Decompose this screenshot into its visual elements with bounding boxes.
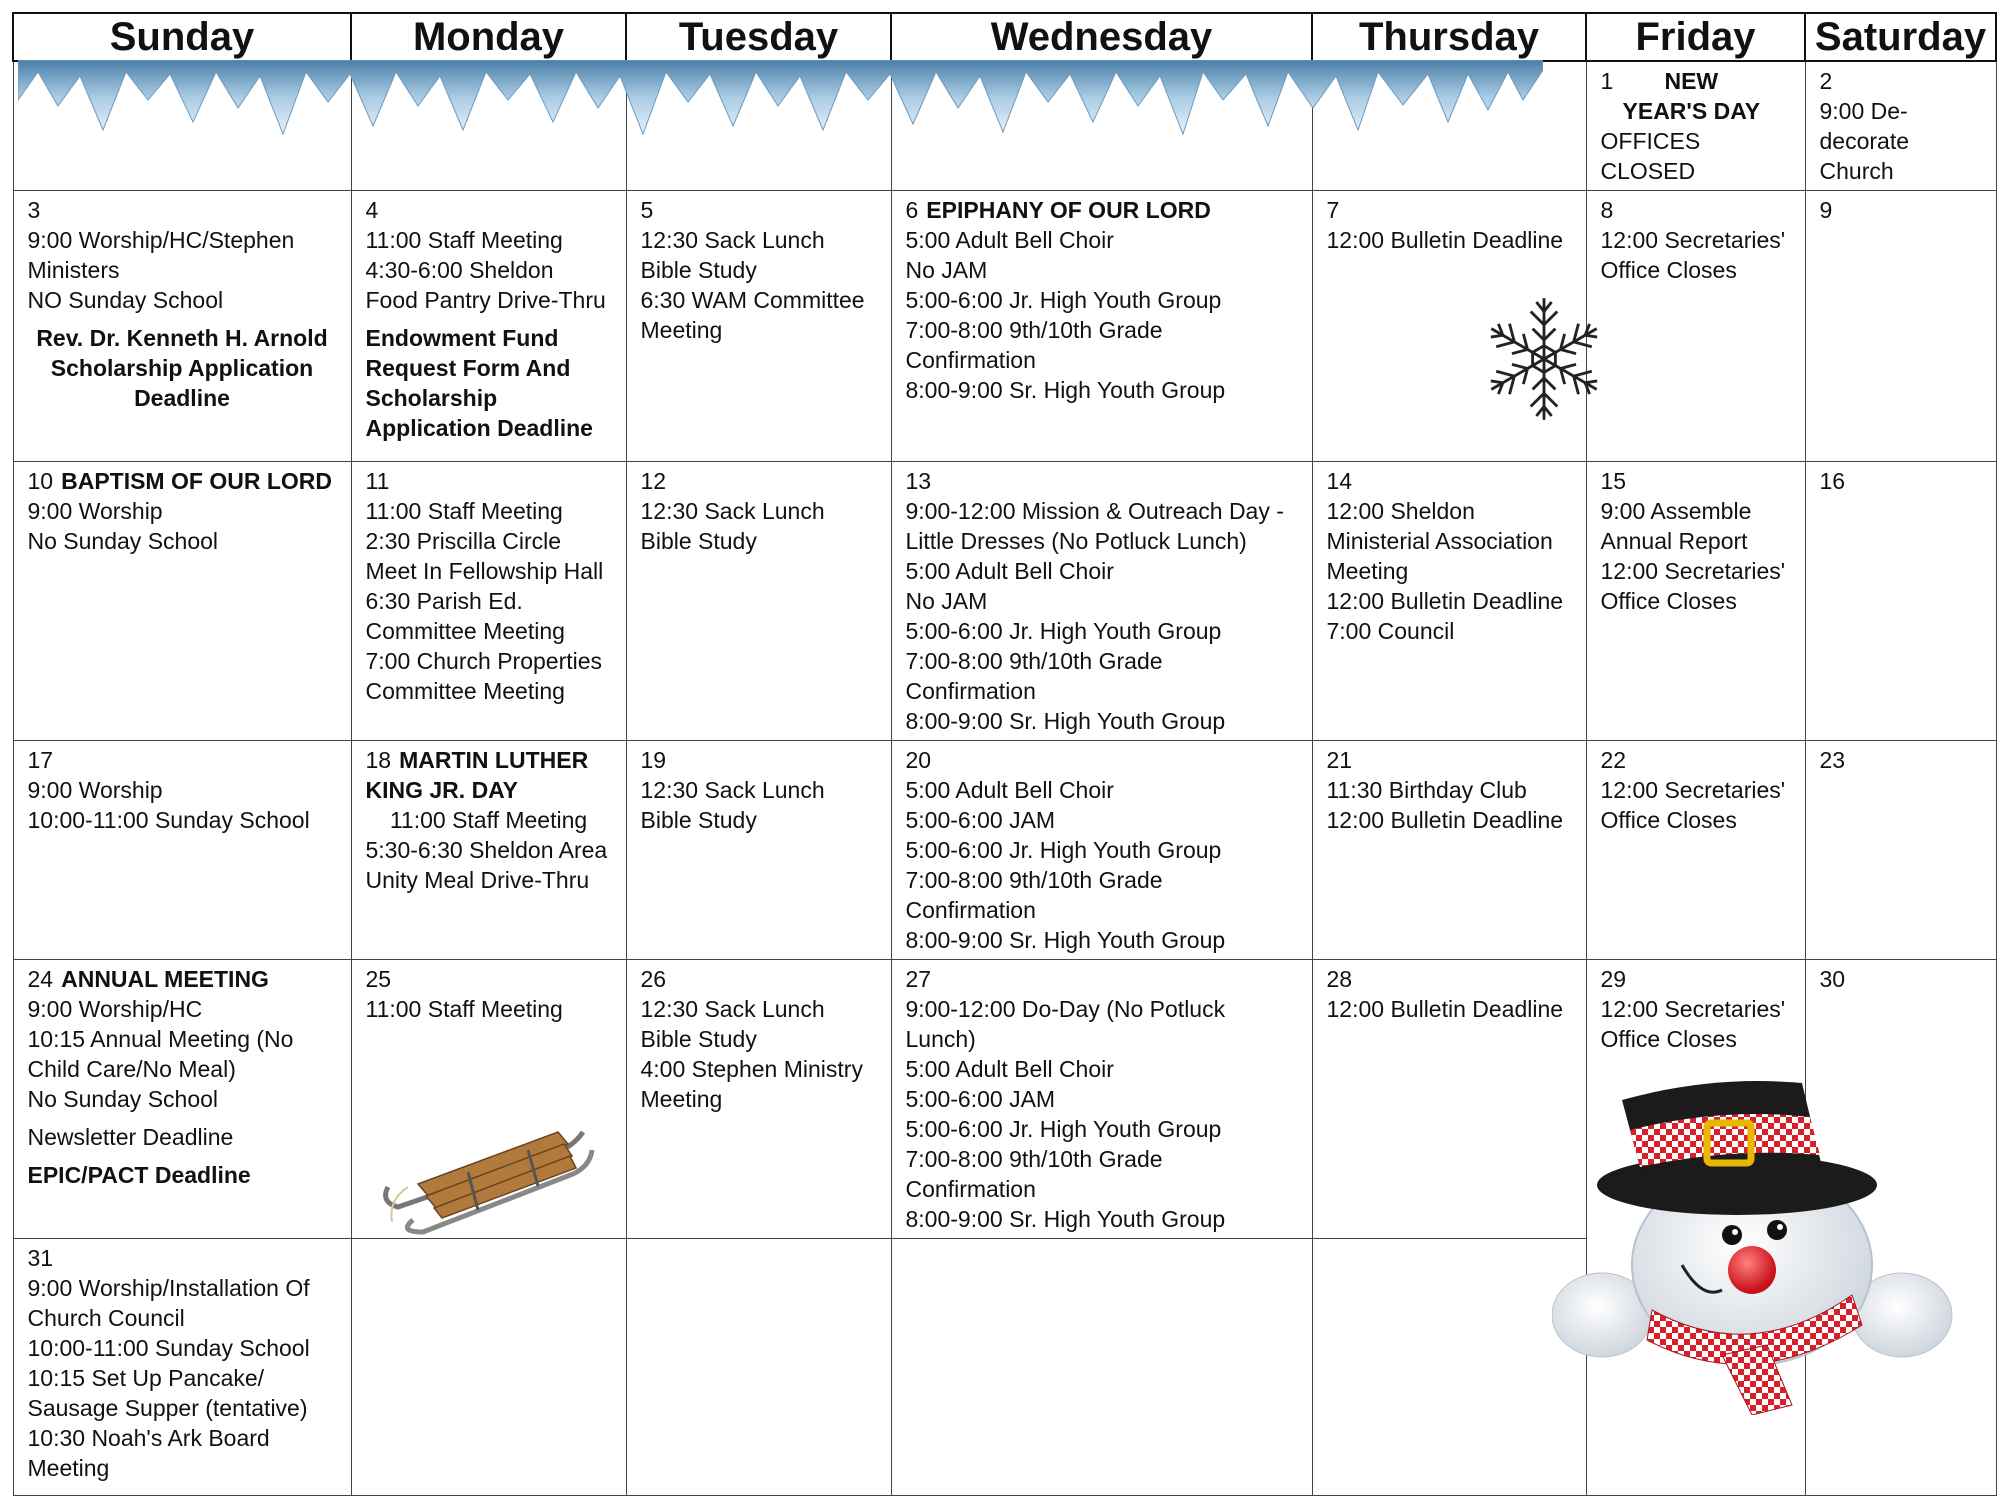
event-line: 9:00 Worship [27,498,163,524]
day-number: 7 [1326,197,1340,223]
holiday-title: NEW YEAR'S DAY [1622,68,1761,124]
day-cell-26 [626,960,891,1239]
day-cell-4 [351,191,626,462]
header-thursday: Thursday [1312,13,1586,61]
icicle-border-illustration [18,60,1543,138]
event-line: NO Sunday School [27,287,224,313]
day-number: 22 [1600,747,1627,773]
day-cell-16 [1805,462,1996,741]
event-line: 7:00-8:00 9th/10th Grade Confirmation [905,317,1163,373]
day-number: 27 [905,966,932,992]
day-number: 3 [27,197,41,223]
event-line: 12:30 Sack Lunch Bible Study [640,498,825,554]
day-cell-20 [891,741,1312,960]
event-line: 10:00-11:00 Sunday School [27,1335,310,1361]
day-cell-6 [891,191,1312,462]
week-row-2 [13,462,1996,741]
day-number: 28 [1326,966,1353,992]
empty-day-cell [891,1239,1312,1496]
day-number: 23 [1819,747,1846,773]
holiday-title: ANNUAL MEETING [61,966,269,992]
day-number: 17 [27,747,54,773]
holiday-title: MARTIN LUTHER KING JR. DAY [365,747,589,803]
weekday-header-row [13,13,1996,61]
event-line: 9:00 Worship [27,777,163,803]
holiday-title: BAPTISM OF OUR LORD [61,468,332,494]
day-number: 26 [640,966,667,992]
event-line: 12:00 Secretaries' Office Closes [1600,996,1786,1052]
day-cell-24 [13,960,351,1239]
day-number: 18 [365,747,392,773]
day-cell-21 [1312,741,1586,960]
event-line: 9:00 Worship/Installation Of Church Council [27,1275,310,1331]
event-line: 9:00 Assemble Annual Report [1600,498,1752,554]
day-cell-14 [1312,462,1586,741]
day-cell-5 [626,191,891,462]
day-number: 30 [1819,966,1846,992]
event-line: 12:30 Sack Lunch Bible Study [640,227,825,283]
event-line: 12:00 Bulletin Deadline [1326,588,1564,614]
day-cell-22 [1586,741,1805,960]
event-line: 12:00 Bulletin Deadline [1326,996,1564,1022]
event-line: 5:00-6:00 Jr. High Youth Group [905,618,1222,644]
week-row-1 [13,191,1996,462]
day-cell-3 [13,191,351,462]
day-number: 20 [905,747,932,773]
day-number: 8 [1600,197,1614,223]
event-line: No JAM [905,588,988,614]
event-line: 9:00 Worship/HC/Stephen Ministers [27,227,295,283]
empty-day-cell [626,1239,891,1496]
event-line: 10:00-11:00 Sunday School [27,807,310,833]
day-cell-19 [626,741,891,960]
event-line: 9:00-12:00 Mission & Outreach Day - Little Dresses (No Potluck Lunch) [905,498,1284,554]
day-cell-28 [1312,960,1586,1239]
event-line: 12:00 Bulletin Deadline [1326,807,1564,833]
day-cell-9 [1805,191,1996,462]
event-line: 5:00 Adult Bell Choir [905,1056,1114,1082]
event-line: 10:30 Noah's Ark Board Meeting [27,1425,270,1481]
day-number: 2 [1819,68,1833,94]
event-line: 5:00 Adult Bell Choir [905,227,1114,253]
day-number: 16 [1819,468,1846,494]
event-line: 6:30 Parish Ed. Committee Meeting [365,588,565,644]
day-number: 10 [27,468,54,494]
event-line: 7:00-8:00 9th/10th Grade Confirmation [905,867,1163,923]
event-line: 11:00 Staff Meeting [365,227,563,253]
event-line: 5:30-6:30 Sheldon Area Unity Meal Drive-Thru [365,837,608,893]
event-line: 8:00-9:00 Sr. High Youth Group [905,927,1226,953]
deadline-note: Rev. Dr. Kenneth H. Arnold Scholarship Application Deadline [36,325,328,411]
wooden-sled-illustration [378,1092,598,1242]
header-saturday: Saturday [1805,13,1996,61]
day-number: 12 [640,468,667,494]
event-line: 8:00-9:00 Sr. High Youth Group [905,708,1226,734]
event-line: No Sunday School [27,1086,219,1112]
header-monday: Monday [351,13,626,61]
event-line: 11:00 Staff Meeting [389,807,588,833]
deadline-note: EPIC/PACT Deadline [27,1162,251,1188]
event-line: OFFICES CLOSED [1600,128,1701,184]
day-number: 31 [27,1245,54,1271]
day-cell-12 [626,462,891,741]
event-line: 5:00-6:00 Jr. High Youth Group [905,837,1222,863]
event-line: 10:15 Annual Meeting (No Child Care/No Meal) [27,1026,294,1082]
day-number: 11 [365,468,390,494]
event-line: 5:00-6:00 Jr. High Youth Group [905,287,1222,313]
header-wednesday: Wednesday [891,13,1312,61]
day-number: 1 [1600,68,1614,94]
event-line: 2:30 Priscilla Circle Meet In Fellowship Hall [365,528,604,584]
day-number: 15 [1600,468,1627,494]
empty-day-cell [351,1239,626,1496]
event-line: 5:00-6:00 JAM [905,1086,1056,1112]
event-line: 9:00 De-decorate Church [1819,98,1910,184]
event-line: No Sunday School [27,528,219,554]
event-line: 9:00-12:00 Do-Day (No Potluck Lunch) [905,996,1226,1052]
holiday-title: EPIPHANY OF OUR LORD [926,197,1211,223]
day-cell-17 [13,741,351,960]
event-line: 7:00 Council [1326,618,1455,644]
event-line: 8:00-9:00 Sr. High Youth Group [905,1206,1226,1232]
snowman-illustration [1552,1075,1956,1415]
event-line: 12:00 Bulletin Deadline [1326,227,1564,253]
day-number: 14 [1326,468,1353,494]
event-line: 12:30 Sack Lunch Bible Study [640,777,825,833]
deadline-note: Endowment Fund Request Form And Scholarship Application Deadline [365,325,593,441]
day-number: 24 [27,966,54,992]
event-line: 7:00-8:00 9th/10th Grade Confirmation [905,1146,1163,1202]
event-line: 11:30 Birthday Club [1326,777,1527,803]
event-line: 8:00-9:00 Sr. High Youth Group [905,377,1226,403]
event-line: 10:15 Set Up Pancake/ Sausage Supper (tentative) [27,1365,308,1421]
event-line: 11:00 Staff Meeting [365,498,563,524]
day-cell-23 [1805,741,1996,960]
event-line: 5:00 Adult Bell Choir [905,558,1114,584]
day-number: 19 [640,747,667,773]
event-line: 5:00 Adult Bell Choir [905,777,1114,803]
header-friday: Friday [1586,13,1805,61]
week-row-3 [13,741,1996,960]
day-cell-27 [891,960,1312,1239]
event-line: 6:30 WAM Committee Meeting [640,287,865,343]
empty-day-cell [1312,1239,1586,1496]
day-cell-10 [13,462,351,741]
event-line: 5:00-6:00 JAM [905,807,1056,833]
day-number: 29 [1600,966,1627,992]
day-cell-15 [1586,462,1805,741]
day-cell-2 [1805,61,1996,191]
event-line: 5:00-6:00 Jr. High Youth Group [905,1116,1222,1142]
day-number: 9 [1819,197,1833,223]
snowflake-illustration [1468,292,1620,426]
event-line: No JAM [905,257,988,283]
event-line: 4:00 Stephen Ministry Meeting [640,1056,863,1112]
day-number: 21 [1326,747,1353,773]
event-line: 4:30-6:00 Sheldon Food Pantry Drive-Thru [365,257,606,313]
event-line: 9:00 Worship/HC [27,996,203,1022]
header-tuesday: Tuesday [626,13,891,61]
header-sunday: Sunday [13,13,351,61]
day-cell-1 [1586,61,1805,191]
event-line: 12:30 Sack Lunch Bible Study [640,996,825,1052]
day-cell-13 [891,462,1312,741]
day-cell-31 [13,1239,351,1496]
day-cell-11 [351,462,626,741]
day-number: 6 [905,197,919,223]
day-number: 25 [365,966,392,992]
day-number: 5 [640,197,654,223]
day-number: 13 [905,468,932,494]
event-line: Newsletter Deadline [27,1124,234,1150]
event-line: 12:00 Secretaries' Office Closes [1600,777,1786,833]
event-line: 12:00 Sheldon Ministerial Association Meeting [1326,498,1553,584]
event-line: 11:00 Staff Meeting [365,996,563,1022]
event-line: 12:00 Secretaries' Office Closes [1600,227,1786,283]
day-number: 4 [365,197,379,223]
event-line: 7:00-8:00 9th/10th Grade Confirmation [905,648,1163,704]
event-line: 7:00 Church Properties Committee Meeting [365,648,603,704]
day-cell-18 [351,741,626,960]
event-line: 12:00 Secretaries' Office Closes [1600,558,1786,614]
